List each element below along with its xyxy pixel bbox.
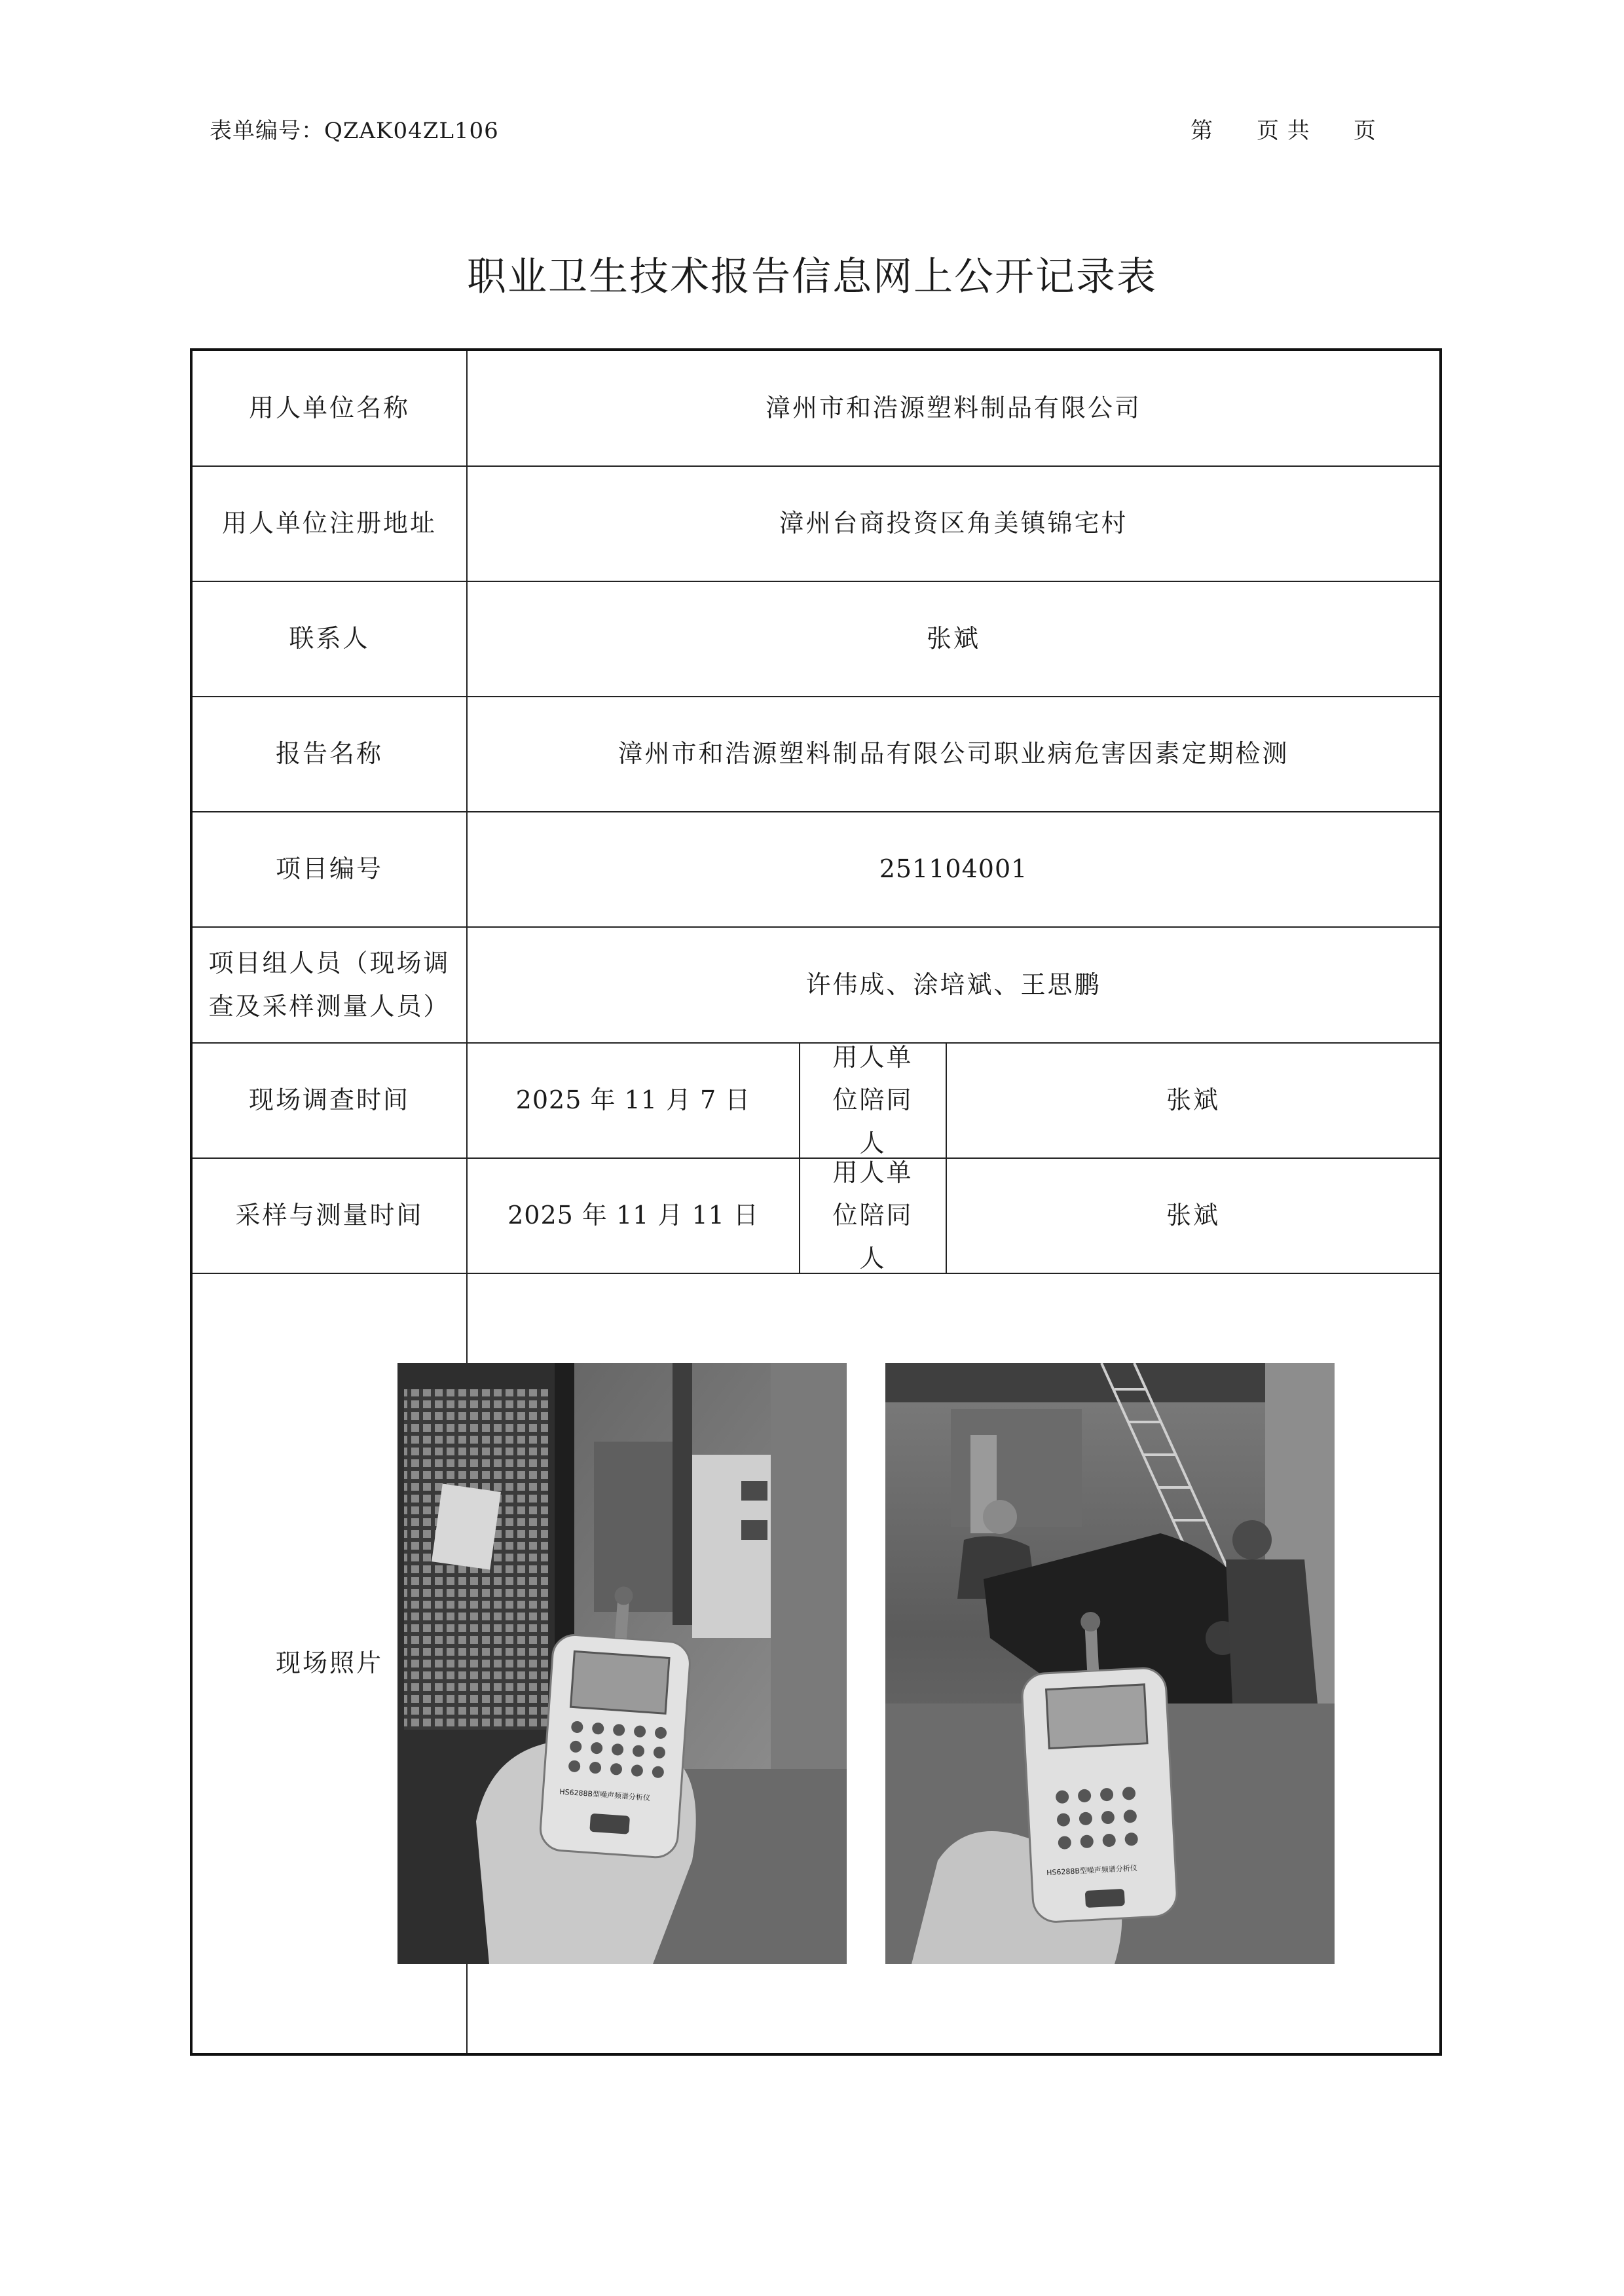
contact-value: 张斌 [926,624,980,653]
contact-label: 联系人 [193,582,468,696]
row-contact [193,582,1439,697]
site-photo-1 [397,1363,847,1964]
sampling-time-value: 2025 年 11 月 11 日 [468,1159,800,1273]
device-label-2: HS6288B型噪声频谱分析仪 [1046,1863,1138,1878]
survey-accompany-label: 用人单位陪同人 [800,1044,947,1157]
photos-label: 现场照片 [193,1274,468,2053]
row-sampling-time [193,1159,1439,1274]
survey-time-value: 2025 年 11 月 7 日 [468,1044,800,1157]
project-no-value: 251104001 [879,854,1028,884]
page-title: 职业卫生技术报告信息网上公开记录表 [467,254,1157,300]
address-label: 用人单位注册地址 [193,467,468,581]
sampling-accompany-value: 张斌 [1166,1201,1220,1230]
row-address [193,467,1439,582]
page-label-3: 页 [1353,118,1376,144]
row-report-name [193,697,1439,812]
form-number: 表单编号：QZAK04ZL106 [210,118,499,144]
company-name-label: 用人单位名称 [193,351,468,465]
row-survey-time [193,1044,1439,1159]
row-project-no [193,812,1439,928]
report-name-label: 报告名称 [193,697,468,811]
site-photo-2 [885,1363,1335,1964]
team-label: 项目组人员（现场调查及采样测量人员） [193,928,468,1042]
sampling-time-label: 采样与测量时间 [193,1159,468,1273]
project-no-label: 项目编号 [193,812,468,926]
page-info [1190,113,1376,145]
page-label-1: 第 [1190,118,1213,144]
survey-time-label: 现场调查时间 [193,1044,468,1157]
survey-accompany-value: 张斌 [1166,1085,1220,1115]
address-value: 漳州台商投资区角美镇锦宅村 [779,509,1128,538]
row-company-name [193,351,1439,467]
site-photo-2-image [885,1363,1335,1964]
record-table [190,348,1442,2056]
site-photo-1-image [397,1363,847,1964]
sampling-accompany-label: 用人单位陪同人 [800,1159,947,1273]
row-photos [193,1274,1439,2053]
team-value: 许伟成、涂培斌、王思鹏 [805,970,1101,999]
page-label-2: 页 共 [1257,118,1310,144]
report-name-value: 漳州市和浩源塑料制品有限公司职业病危害因素定期检测 [618,739,1289,769]
company-name-value: 漳州市和浩源塑料制品有限公司 [765,393,1141,422]
device-label-1: HS6288B型噪声频谱分析仪 [559,1787,651,1802]
row-team [193,928,1439,1044]
